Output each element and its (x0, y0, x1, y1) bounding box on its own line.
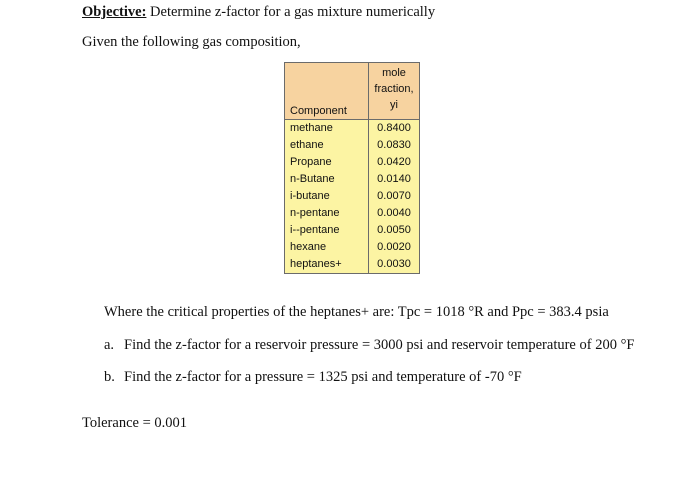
mole-fraction-cell: 0.0420 (369, 154, 420, 171)
mole-fraction-cell: 0.0040 (369, 205, 420, 222)
mole-fraction-cell: 0.0140 (369, 171, 420, 188)
task-text: Find the z-factor for a pressure = 1325 psi and temperature of -70 °F (124, 369, 522, 385)
table-row (285, 205, 420, 222)
table-row (285, 188, 420, 205)
component-cell: i--pentane (285, 222, 369, 239)
table-row (285, 171, 420, 188)
given-text: Given the following gas composition, (82, 34, 301, 50)
objective-label: Objective: (82, 4, 147, 20)
mole-fraction-cell: 0.0050 (369, 222, 420, 239)
table-row (285, 154, 420, 171)
component-cell: i-butane (285, 188, 369, 205)
mole-fraction-cell: 0.0030 (369, 256, 420, 274)
mole-fraction-cell: 0.0070 (369, 188, 420, 205)
mole-fraction-cell: 0.8400 (369, 120, 420, 138)
table-row (285, 222, 420, 239)
mole-fraction-header-line: fraction, (374, 83, 414, 95)
mole-fraction-cell: 0.0830 (369, 137, 420, 154)
table-header-row (285, 63, 420, 120)
mole-fraction-cell: 0.0020 (369, 239, 420, 256)
list-marker: b. (104, 369, 115, 385)
table-row (285, 120, 420, 138)
component-cell: hexane (285, 239, 369, 256)
mole-fraction-column-header (369, 63, 420, 120)
list-marker: a. (104, 337, 115, 353)
component-cell: heptanes+ (285, 256, 369, 274)
objective-text: Determine z-factor for a gas mixture numerically (146, 4, 436, 20)
mole-fraction-header-line: yi (390, 99, 398, 111)
mole-fraction-header-line: mole (382, 67, 406, 79)
component-cell: Propane (285, 154, 369, 171)
component-cell: ethane (285, 137, 369, 154)
gas-composition-table (284, 62, 420, 274)
table-row (285, 256, 420, 274)
component-column-header: Component (285, 63, 369, 120)
component-cell: n-pentane (285, 205, 369, 222)
task-item-b (104, 368, 522, 386)
task-text: Find the z-factor for a reservoir pressure = 3000 psi and reservoir temperature of 200 °F (124, 337, 635, 353)
tolerance-text: Tolerance = 0.001 (82, 415, 187, 431)
component-cell: methane (285, 120, 369, 138)
table-row (285, 239, 420, 256)
critical-properties-text: Where the critical properties of the heptanes+ are: Tpc = 1018 °R and Ppc = 383.4 psia (104, 304, 609, 320)
objective-line (82, 3, 435, 21)
table-row (285, 137, 420, 154)
task-item-a (104, 336, 634, 354)
component-cell: n-Butane (285, 171, 369, 188)
